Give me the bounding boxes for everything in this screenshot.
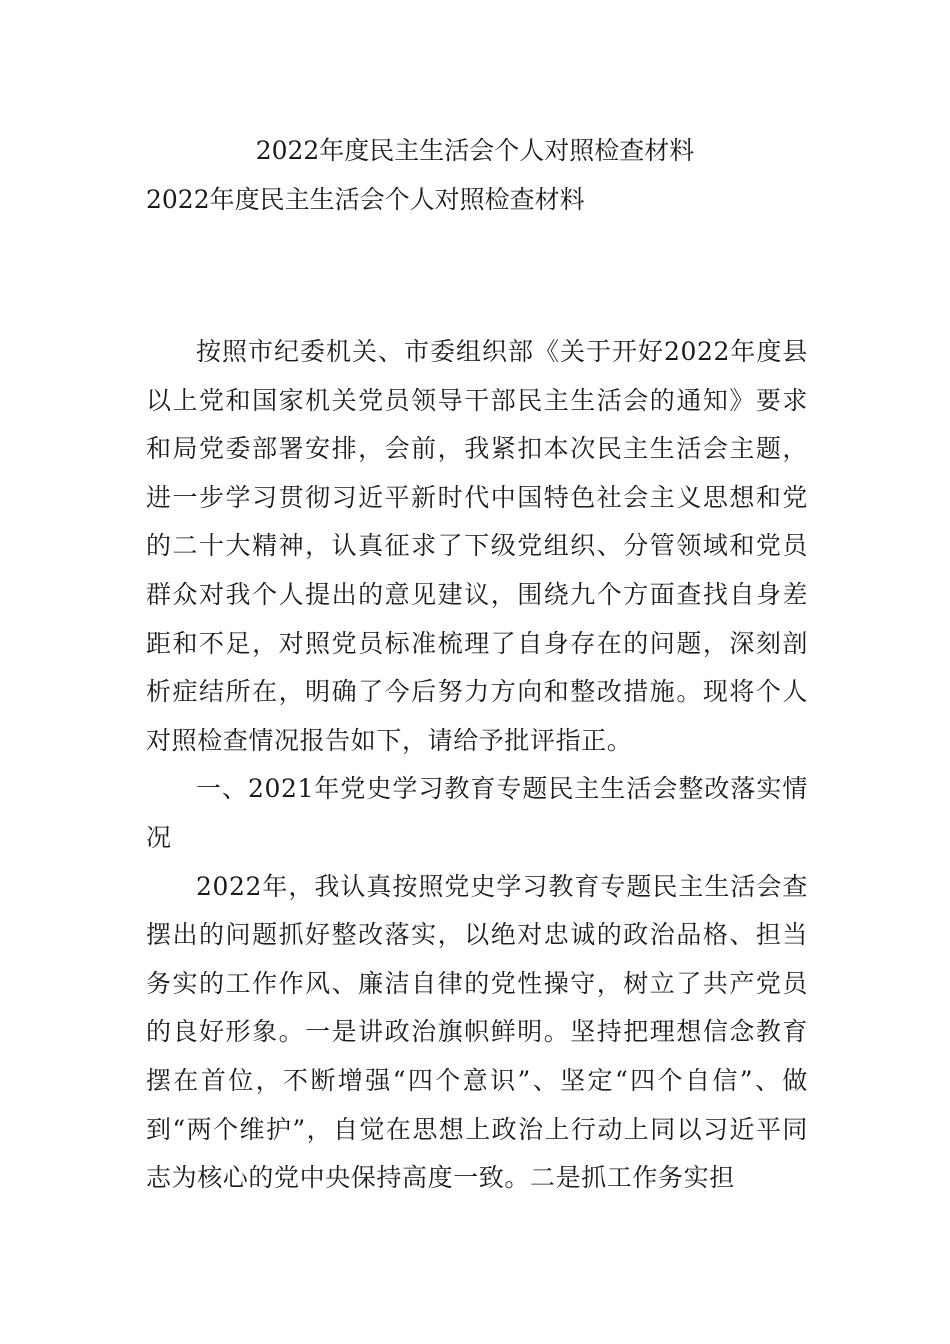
document-body	[146, 328, 808, 1203]
intro-paragraph: 按照市纪委机关、市委组织部《关于开好2022年度县以上党和国家机关党员领导干部民主生活会的通知》要求和局党委部署安排，会前，我紧扣本次民主生活会主题，进一步学习贯彻习近平新时代中国特色社会主义思想和党的二十大精神，认真征求了下级党组织、分管领域和党员群众对我个人提出的意见建议，围绕九个方面查找自身差距和不足，对照党员标准梳理了自身存在的问题，深刻剖析症结所在，明确了今后努力方向和整改措施。现将个人对照检查情况报告如下，请给予批评指正。	[146, 337, 808, 755]
section-heading: 一、2021年党史学习教育专题民主生活会整改落实情况	[146, 774, 808, 852]
document-title: 2022年度民主生活会个人对照检查材料	[255, 136, 695, 165]
section-paragraph: 2022年，我认真按照党史学习教育专题民主生活会查摆出的问题抓好整改落实，以绝对忠诚的政治品格、担当务实的工作作风、廉洁自律的党性操守，树立了共产党员的良好形象。一是讲政治旗帜鲜明。坚持把理想信念教育摆在首位，不断增强“四个意识”、坚定“四个自信”、做到“两个维护”，自觉在思想上政治上行动上同以习近平同志为核心的党中央保持高度一致。二是抓工作务实担	[146, 871, 808, 1193]
document-subtitle: 2022年度民主生活会个人对照检查材料	[146, 185, 585, 214]
